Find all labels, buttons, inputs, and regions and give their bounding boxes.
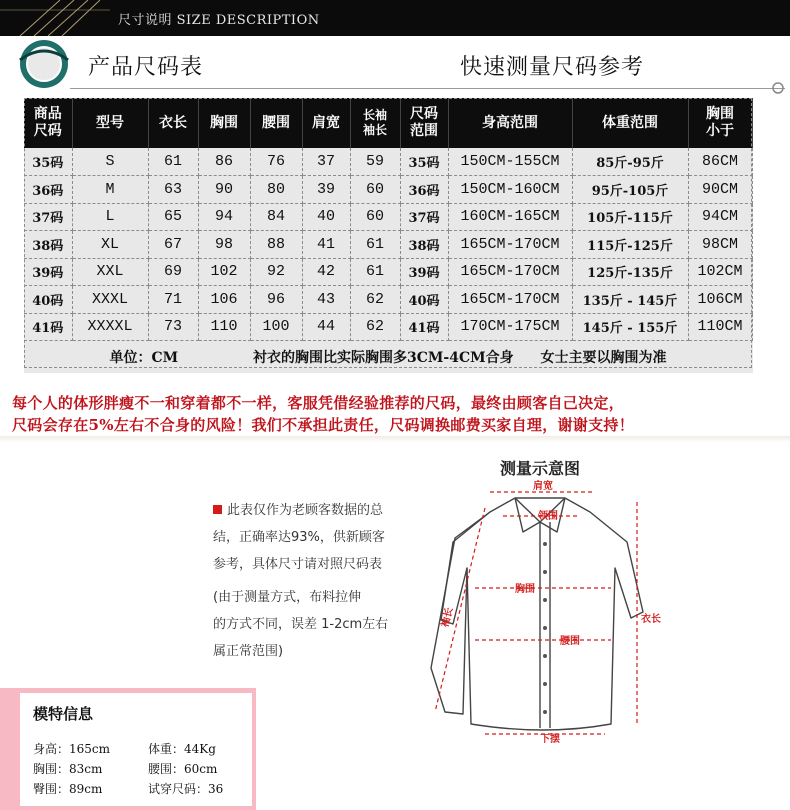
table-cell: 88 <box>250 231 302 259</box>
table-row <box>24 313 752 341</box>
table-cell: 94CM <box>688 203 752 231</box>
note-line-2: 结，正确率达93%，供新顾客 <box>213 530 385 545</box>
top-banner <box>0 0 790 36</box>
column-header-text: 身高范围 <box>482 114 538 131</box>
table-cell: 38码 <box>400 231 448 259</box>
model-trial-size: 试穿尺码：36 <box>148 782 224 796</box>
fit-disclaimer <box>12 392 787 436</box>
table-cell: 69 <box>148 258 198 286</box>
table-cell: 62 <box>350 313 400 341</box>
column-header-text: 体重范围 <box>602 114 658 131</box>
table-cell: 86CM <box>688 148 752 176</box>
table-row <box>24 176 752 204</box>
table-cell: 94 <box>198 203 250 231</box>
table-cell: 71 <box>148 286 198 314</box>
column-header-text: 尺码 <box>33 123 62 139</box>
table-row <box>24 231 752 259</box>
column-header <box>24 98 72 148</box>
table-cell: 150CM-155CM <box>448 148 572 176</box>
table-cell: 41码 <box>400 313 448 341</box>
table-cell: 41码 <box>24 313 72 341</box>
table-cell: 90 <box>198 176 250 204</box>
shirt-measurement-diagram <box>405 472 661 745</box>
table-cell: XXXXL <box>72 313 148 341</box>
table-cell: 60 <box>350 176 400 204</box>
table-cell: 106CM <box>688 286 752 314</box>
table-cell: 92 <box>250 258 302 286</box>
women-note: 女士主要以胸围为准 <box>540 349 667 366</box>
table-cell: 40 <box>302 203 350 231</box>
table-cell: 38码 <box>24 231 72 259</box>
label-collar: 领围 <box>538 511 558 522</box>
column-header <box>250 98 302 148</box>
table-cell: 145斤 - 155斤 <box>572 313 688 341</box>
column-header-text: 胸围 <box>706 106 734 122</box>
table-cell: 40码 <box>400 286 448 314</box>
column-header-text: 尺码 <box>410 106 438 122</box>
fit-note: 衬衣的胸围比实际胸围多3CM-4CM合身 <box>253 349 514 366</box>
label-waist: 腰围 <box>560 636 580 647</box>
table-row <box>24 203 752 231</box>
size-chart-table <box>24 98 753 373</box>
model-chest: 胸围：83cm <box>33 762 103 776</box>
section-strip <box>0 436 790 442</box>
column-header-text: 小于 <box>706 123 734 139</box>
table-cell: 59 <box>350 148 400 176</box>
diagram-title: 测量示意图 <box>500 459 581 478</box>
column-header-text: 范围 <box>410 123 438 139</box>
column-header-text: 腰围 <box>262 114 290 131</box>
column-header-text: 商品 <box>33 106 62 122</box>
column-header <box>400 98 448 148</box>
decorative-lines-icon <box>0 0 110 36</box>
table-cell: XL <box>72 231 148 259</box>
table-cell: 110CM <box>688 313 752 341</box>
label-hem: 下摆 <box>540 734 560 745</box>
table-cell: 86 <box>198 148 250 176</box>
table-cell: 105斤-115斤 <box>572 203 688 231</box>
table-cell: 73 <box>148 313 198 341</box>
table-cell: 102CM <box>688 258 752 286</box>
table-cell: 165CM-170CM <box>448 231 572 259</box>
note-line-1: 此表仅作为老顾客数据的总 <box>227 503 384 518</box>
table-cell: 67 <box>148 231 198 259</box>
table-cell: 165CM-170CM <box>448 258 572 286</box>
column-header-text: 袖长 <box>362 123 387 137</box>
column-header-text: 衣长 <box>159 114 187 131</box>
table-cell: XXXL <box>72 286 148 314</box>
table-cell: 35码 <box>400 148 448 176</box>
table-cell: 35码 <box>24 148 72 176</box>
banner-title: 尺寸说明 SIZE DESCRIPTION <box>118 13 320 28</box>
table-cell: 37 <box>302 148 350 176</box>
table-cell: 36码 <box>400 176 448 204</box>
table-cell: 42 <box>302 258 350 286</box>
column-header-text: 型号 <box>96 114 124 131</box>
table-cell: 65 <box>148 203 198 231</box>
column-header <box>688 98 752 148</box>
table-cell: 90CM <box>688 176 752 204</box>
column-header-text: 长袖 <box>362 108 387 122</box>
divider-end-icon <box>770 80 786 96</box>
quick-measure-title: 快速测量尺码参考 <box>460 55 645 80</box>
model-height: 身高：165cm <box>33 742 111 756</box>
table-cell: 39码 <box>24 258 72 286</box>
table-footer-row <box>24 341 752 373</box>
column-header-text: 胸围 <box>210 114 238 131</box>
column-header <box>350 98 400 148</box>
table-cell: 37码 <box>24 203 72 231</box>
table-cell: 40码 <box>24 286 72 314</box>
table-row <box>24 286 752 314</box>
table-cell: 115斤-125斤 <box>572 231 688 259</box>
table-cell: 84 <box>250 203 302 231</box>
table-cell: 63 <box>148 176 198 204</box>
table-cell: 37码 <box>400 203 448 231</box>
label-chest: 胸围 <box>515 584 535 595</box>
table-cell: 95斤-105斤 <box>572 176 688 204</box>
table-cell: 100 <box>250 313 302 341</box>
table-cell: 61 <box>350 231 400 259</box>
product-size-title: 产品尺码表 <box>88 55 204 80</box>
column-header <box>148 98 198 148</box>
table-cell: 102 <box>198 258 250 286</box>
table-row <box>24 258 752 286</box>
table-cell: S <box>72 148 148 176</box>
table-cell: 106 <box>198 286 250 314</box>
column-header <box>302 98 350 148</box>
shirt-outline <box>441 498 643 730</box>
unit-label: 单位：CM <box>109 349 179 366</box>
disclaimer-line-2: 尺码会存在5%左右不合身的风险！我们不承担此责任，尺码调换邮费买家自理，谢谢支持！ <box>12 416 634 434</box>
model-weight: 体重：44Kg <box>148 742 216 756</box>
header-divider <box>70 88 785 89</box>
table-cell: 85斤-95斤 <box>572 148 688 176</box>
table-cell: 125斤-135斤 <box>572 258 688 286</box>
table-cell: 80 <box>250 176 302 204</box>
model-hip: 臀围：89cm <box>33 782 103 796</box>
table-cell: 61 <box>350 258 400 286</box>
note-line-6: 属正常范围) <box>213 644 284 659</box>
table-row <box>24 148 752 176</box>
column-header <box>72 98 148 148</box>
table-cell: 61 <box>148 148 198 176</box>
label-length: 衣长 <box>641 614 661 625</box>
table-cell: 41 <box>302 231 350 259</box>
column-header-text: 肩宽 <box>312 114 340 131</box>
model-info-title: 模特信息 <box>33 705 94 723</box>
table-cell: M <box>72 176 148 204</box>
table-cell: L <box>72 203 148 231</box>
note-line-5: 的方式不同，误差 1-2cm左右 <box>213 617 389 632</box>
red-square-icon <box>213 505 222 514</box>
disclaimer-line-1: 每个人的体形胖瘦不一和穿着都不一样，客服凭借经验推荐的尺码，最终由顾客自己决定， <box>12 394 625 412</box>
table-cell: 43 <box>302 286 350 314</box>
table-cell: 160CM-165CM <box>448 203 572 231</box>
table-cell: XXL <box>72 258 148 286</box>
table-cell: 60 <box>350 203 400 231</box>
model-waist: 腰围：60cm <box>148 762 218 776</box>
table-cell: 110 <box>198 313 250 341</box>
table-cell: 98 <box>198 231 250 259</box>
note-line-3: 参考，具体尺寸请对照尺码表 <box>213 557 383 572</box>
note-line-4: (由于测量方式，布料拉伸 <box>213 590 362 605</box>
table-cell: 150CM-160CM <box>448 176 572 204</box>
column-header <box>448 98 572 148</box>
table-cell: 96 <box>250 286 302 314</box>
column-header <box>198 98 250 148</box>
table-cell: 76 <box>250 148 302 176</box>
table-cell: 165CM-170CM <box>448 286 572 314</box>
table-cell: 39码 <box>400 258 448 286</box>
label-shoulder: 肩宽 <box>533 481 553 492</box>
table-header-row <box>24 98 752 148</box>
data-note <box>213 497 428 665</box>
table-cell: 62 <box>350 286 400 314</box>
table-cell: 170CM-175CM <box>448 313 572 341</box>
table-cell: 36码 <box>24 176 72 204</box>
table-cell: 135斤 - 145斤 <box>572 286 688 314</box>
table-cell: 39 <box>302 176 350 204</box>
column-header <box>572 98 688 148</box>
table-cell: 44 <box>302 313 350 341</box>
label-sleeve: 袖长 <box>439 606 456 629</box>
table-cell: 98CM <box>688 231 752 259</box>
circle-badge-icon <box>14 38 72 90</box>
